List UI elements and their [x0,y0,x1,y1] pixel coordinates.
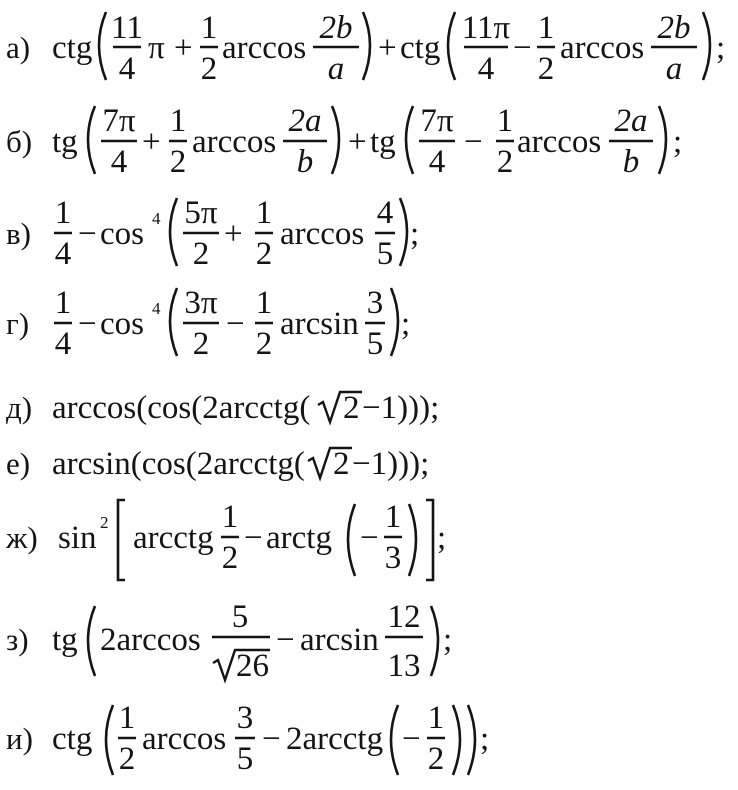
item-i [6,700,489,777]
function-name: tg [370,124,396,160]
semicolon: ; [410,216,420,252]
function-name: tg [52,622,78,658]
numerator: 1 [221,499,239,535]
item-v [6,195,419,272]
numerator: 1 [200,10,218,46]
denominator: 2 [255,326,273,362]
semicolon: ; [716,30,726,66]
function-name: arccos [222,30,307,66]
operator: + [224,216,243,252]
denominator: 4 [54,236,72,272]
expression-end: −1))); [362,390,440,426]
operator: − [78,216,97,252]
item-d [6,390,439,426]
numerator: 4 [376,195,394,231]
denominator: 4 [110,144,128,180]
numerator: 1 [384,499,402,535]
function-name: arcsin [300,622,379,658]
denominator: b [296,144,314,180]
numerator: 2b [319,10,353,46]
right-paren [431,606,438,676]
function-name: arccos [560,30,645,66]
right-paren [332,106,339,174]
denominator: 2 [255,236,273,272]
operator: + [378,30,397,66]
function-name: arctg [266,520,332,556]
item-g [6,285,410,362]
denominator: 2 [169,144,187,180]
denominator: 5 [236,741,254,777]
numerator: 2b [657,10,691,46]
numerator: 1 [54,195,72,231]
operator: − [513,30,532,66]
right-paren [453,705,460,775]
right-paren [659,106,666,174]
function-name: arcsin [280,306,359,342]
numerator: 1 [118,700,136,736]
function-name: 2arccos [100,622,201,658]
numerator: 1 [496,103,514,139]
function-name: arcctg [133,520,214,556]
function-name: arccos [517,124,602,160]
numerator: 3 [236,700,254,736]
numerator: 1 [255,285,273,321]
right-paren [409,504,416,576]
denominator: 2 [427,741,445,777]
numerator: 3π [184,285,218,321]
radicand: 2 [343,390,360,426]
item-b [6,103,682,180]
function-name: arccos [280,216,365,252]
item-label: г) [6,306,30,341]
function-name: arccos [192,124,277,160]
semicolon: ; [437,520,447,556]
denominator: 2 [537,51,555,87]
numerator: 1 [54,285,72,321]
semicolon: ; [673,124,683,160]
denominator: 2 [221,540,239,576]
numerator: 2a [288,103,322,139]
denominator: 4 [428,144,446,180]
denominator: 4 [118,51,136,87]
denominator: 3 [384,540,402,576]
item-label: а) [6,30,31,65]
operator: + [174,30,193,66]
operator: − [276,622,295,658]
left-paren [88,106,95,174]
item-a [6,10,725,87]
numerator: 5π [184,195,218,231]
numerator: 5 [231,599,249,635]
numerator: 7π [102,103,136,139]
function-name: ctg [52,721,93,757]
numerator: 1 [537,10,555,46]
semicolon: ; [480,721,490,757]
numerator: 7π [420,103,454,139]
left-bracket [118,500,125,580]
left-paren [348,504,355,576]
left-paren [170,198,177,266]
left-paren [391,705,398,775]
denominator: 2 [496,144,514,180]
function-name: 2arcctg [286,721,384,757]
radicand: 26 [236,648,269,684]
function-name: ctg [400,30,441,66]
denominator: a [327,51,345,87]
expression-end: −1))); [352,446,430,482]
right-paren [400,198,407,266]
numerator: 1 [169,103,187,139]
numerator: 1 [255,195,273,231]
item-z [6,599,452,684]
function-name: sin [58,520,97,556]
expression-start: arcsin(cos(2arcctg( [52,446,305,482]
semicolon: ; [401,306,411,342]
numerator: 12 [387,599,421,635]
denominator: 4 [54,326,72,362]
numerator: 11π [461,10,511,46]
pi-symbol: π [148,30,165,66]
function-name: tg [52,124,78,160]
item-label: и) [6,721,33,756]
denominator: 2 [192,236,210,272]
item-label: з) [6,622,29,657]
operator: − [464,124,483,160]
operator: − [244,520,263,556]
radicand: 2 [333,446,350,482]
semicolon: ; [443,622,453,658]
denominator: a [665,51,683,87]
item-zh [5,499,446,580]
denominator: 13 [387,648,421,684]
denominator: 2 [200,51,218,87]
denominator: 2 [192,326,210,362]
operator: − [402,721,421,757]
exponent: 2 [100,513,109,532]
numerator: 11 [111,10,143,46]
left-paren [99,12,106,80]
item-label: д) [6,390,33,425]
denominator: b [622,144,640,180]
function-name: cos [100,306,144,342]
operator: − [360,520,379,556]
function-name: arccos [142,721,227,757]
right-paren [391,288,398,356]
denominator: 5 [366,326,384,362]
left-paren [406,106,413,174]
function-name: cos [100,216,144,252]
expression-start: arccos(cos(2arcctg( [52,390,311,426]
denominator: 4 [477,51,495,87]
item-label: ж) [6,520,38,555]
right-paren [703,12,710,80]
operator: + [142,124,161,160]
exponent: 4 [152,299,161,318]
item-label: е) [6,446,31,481]
operator: − [226,306,245,342]
right-paren [363,12,370,80]
left-paren [448,12,455,80]
function-name: ctg [52,30,93,66]
denominator: 5 [376,236,394,272]
left-paren [106,705,113,775]
operator: − [78,306,97,342]
item-e [6,446,429,482]
left-paren [170,288,177,356]
numerator: 2a [614,103,648,139]
denominator: 2 [118,741,136,777]
operator: + [348,124,367,160]
left-paren [88,606,95,676]
numerator: 3 [366,285,384,321]
exponent: 4 [152,209,161,228]
item-label: в) [6,216,31,251]
item-label: б) [6,124,33,159]
numerator: 1 [427,700,445,736]
right-bracket [426,500,433,580]
operator: − [262,721,281,757]
right-paren [468,705,475,775]
